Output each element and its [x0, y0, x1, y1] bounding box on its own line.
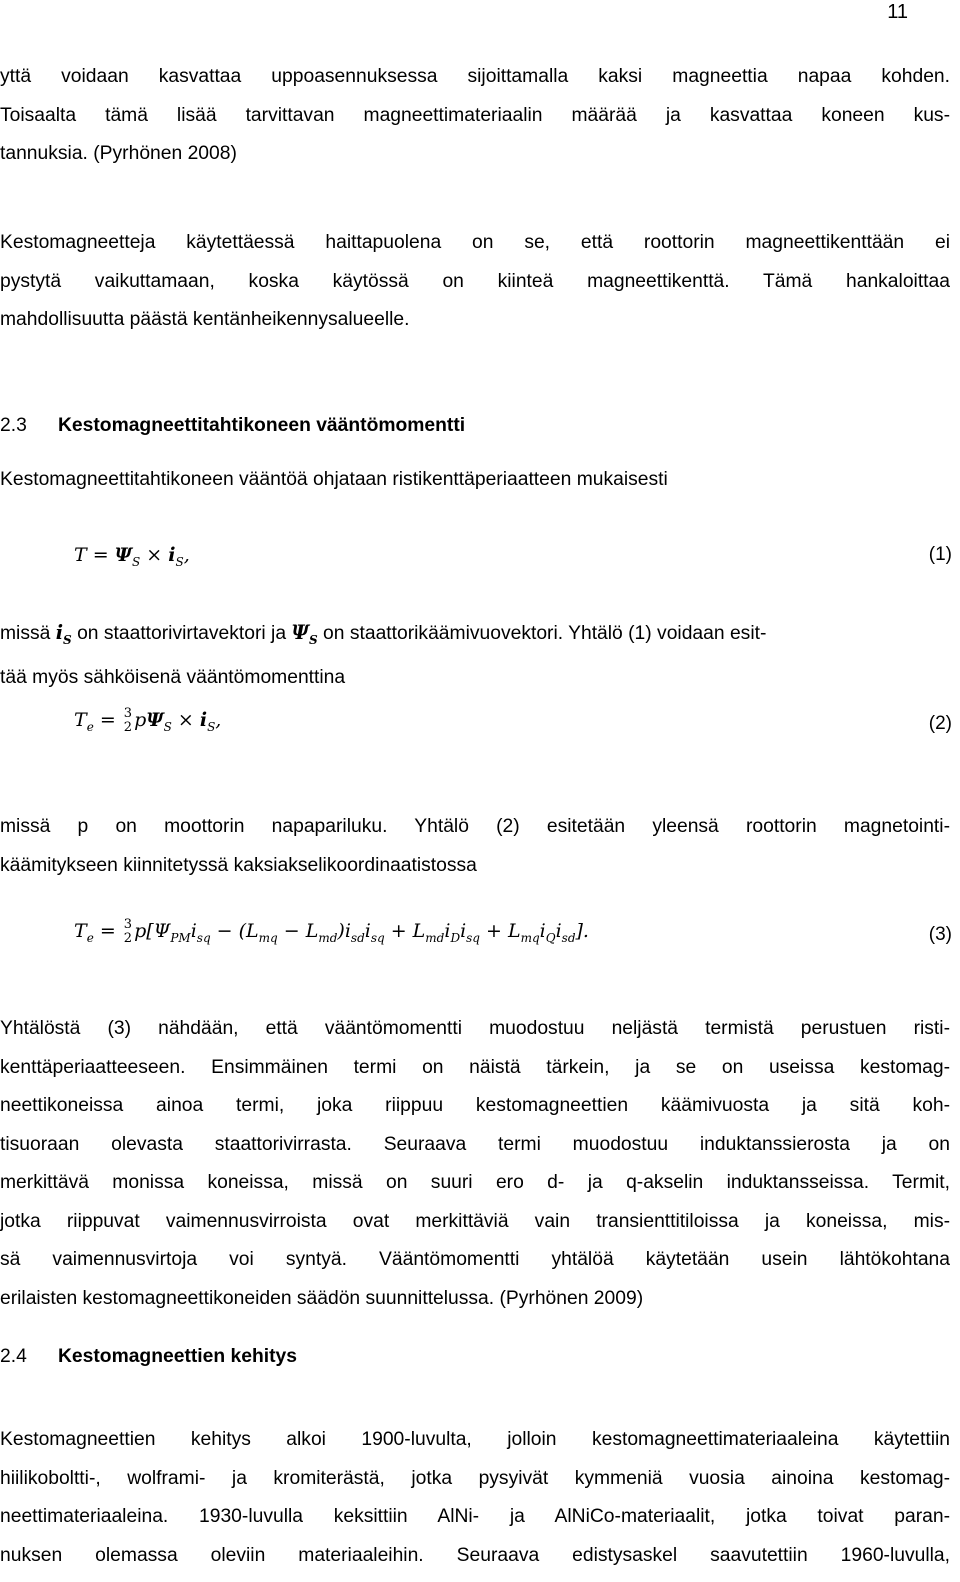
- text-line: mahdollisuutta päästä kentänheikennysalueelle.: [0, 309, 410, 330]
- math-symbol: $\Psi_S$: [291, 621, 318, 647]
- text-fragment: on staattorikäämivuovektori. Yhtälö (1) voidaan esit-: [323, 623, 767, 644]
- equation-body: $T = \Psi_S \times i_S$,: [74, 544, 190, 569]
- paragraph-7: [0, 1421, 950, 1575]
- equation-number: (1): [928, 544, 952, 565]
- math-symbol: $i_S$: [55, 621, 72, 647]
- text-fragment: missä: [0, 623, 51, 644]
- paragraph-1: [0, 58, 950, 174]
- section-title: Kestomagneettitahtikoneen vääntömomentti: [58, 415, 466, 436]
- equation-body: $T_e$ = 3 2 $p[\Psi_{PM}i_{sq} - (L_{mq} - L_{md})i_{sd}i_{sq} + L_{md}i_Di_{sq} + L_{mq}i_Qi_{sd}]$.: [74, 917, 589, 946]
- text-line: [0, 614, 950, 659]
- text-fragment: on staattorivirtavektori ja: [77, 623, 287, 644]
- text-line: Yhtälöstä (3) nähdään, että vääntömomentti muodostuu neljästä termistä perustuen risti-: [0, 1018, 950, 1039]
- text-line: neettimateriaaleina. 1930-luvulla keksittiin AlNi- ja AlNiCo-materiaalit, jotka toivat paran-: [0, 1506, 950, 1527]
- section-heading-2-3: [0, 414, 465, 438]
- text-line: hiilikoboltti-, wolframi- ja kromiterästä, jotka pysyivät kymmeniä vuosia ainoina kestomag-: [0, 1467, 950, 1489]
- text-line: yttä voidaan kasvattaa uppoasennuksessa sijoittamalla kaksi magneettia napaa kohden.: [0, 66, 950, 87]
- equation-body: $T_e$ = 3 2 $p\Psi_S \times i_S$,: [74, 706, 222, 735]
- text-line: Toisaalta tämä lisää tarvittavan magneettimateriaalin määrää ja kasvattaa koneen kus-: [0, 104, 950, 126]
- paragraph-2: [0, 224, 950, 340]
- equation-number: (2): [928, 713, 952, 734]
- equation-2: [74, 703, 952, 743]
- page-number: 11: [887, 1, 908, 23]
- paragraph-6: [0, 1010, 950, 1318]
- section-number: 2.3: [0, 415, 27, 436]
- text-line: Kestomagneetteja käytettäessä haittapuolena on se, että roottorin magneettikenttään ei: [0, 232, 950, 253]
- text-line: pystytä vaikuttamaan, koska käytössä on kiinteä magneettikenttä. Tämä hankaloittaa: [0, 270, 950, 292]
- section-heading-2-4: [0, 1345, 297, 1369]
- text-line: jotka riippuvat vaimennusvirroista ovat merkittäviä vain transienttitiloissa ja koneissa, mis-: [0, 1210, 950, 1232]
- text-line: Kestomagneettitahtikoneen vääntöä ohjataan ristikenttäperiaatteen mukaisesti: [0, 469, 668, 490]
- text-line: Kestomagneettien kehitys alkoi 1900-luvulta, jolloin kestomagneettimateriaaleina käytettiin: [0, 1429, 950, 1450]
- text-line: sä vaimennusvirtoja voi syntyä. Vääntömomentti yhtälöä käytetään usein lähtökohtana: [0, 1249, 950, 1270]
- text-line: merkittävä monissa koneissa, missä on suuri ero d- ja q-akselin induktansseissa. Termit,: [0, 1172, 950, 1193]
- section-title: Kestomagneettien kehitys: [58, 1346, 297, 1367]
- section-number: 2.4: [0, 1346, 27, 1367]
- text-line: nuksen olemassa oleviin materiaaleihin. Seuraava edistysaskel saavutettiin 1960-luvulla,: [0, 1544, 950, 1566]
- text-line: tannuksia. (Pyrhönen 2008): [0, 143, 237, 164]
- paragraph-4: [0, 614, 950, 698]
- equation-1: [74, 540, 952, 570]
- paragraph-3: [0, 461, 950, 500]
- text-line: missä p on moottorin napapariluku. Yhtälö (2) esitetään yleensä roottorin magnetointi-: [0, 816, 950, 837]
- text-line: tisuoraan olevasta staattorivirrasta. Seuraava termi muodostuu induktanssierosta ja on: [0, 1133, 950, 1155]
- equation-3: [74, 914, 952, 954]
- equation-number: (3): [928, 924, 952, 945]
- text-line: erilaisten kestomagneettikoneiden säädön suunnittelussa. (Pyrhönen 2009): [0, 1287, 644, 1309]
- text-line: tää myös sähköisenä vääntömomenttina: [0, 667, 346, 689]
- paragraph-5: [0, 808, 950, 885]
- text-line: neettikoneissa ainoa termi, joka riippuu kestomagneettien käämivuosta ja sitä koh-: [0, 1095, 950, 1116]
- text-line: kenttäperiaatteeseen. Ensimmäinen termi on näistä tärkein, ja se on useissa kestomag-: [0, 1056, 950, 1078]
- text-line: käämitykseen kiinnitetyssä kaksiakselikoordinaatistossa: [0, 854, 477, 876]
